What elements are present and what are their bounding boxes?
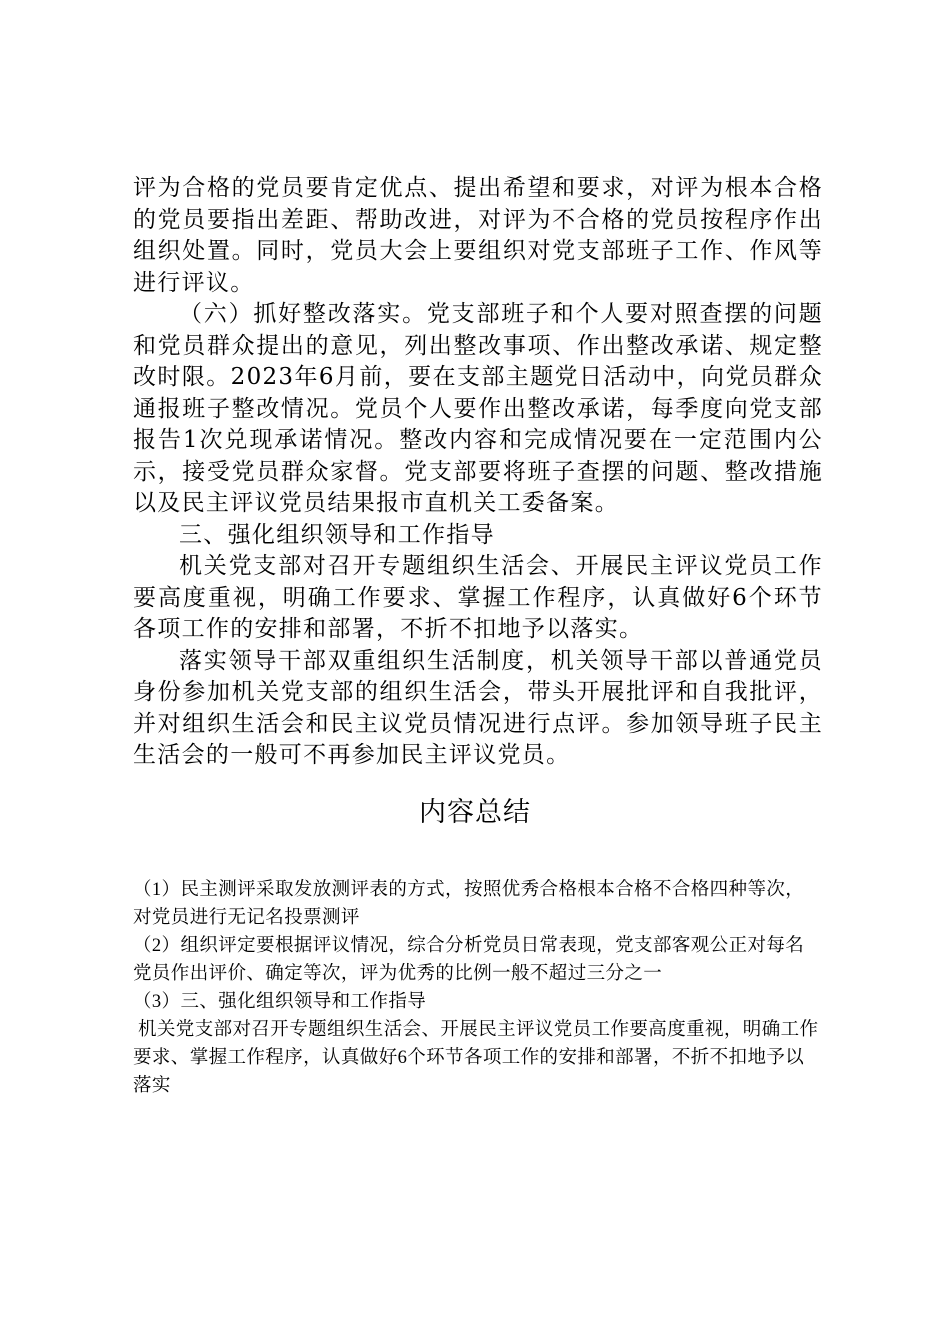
body-paragraph-branch-requirements: 机关党支部对召开专题组织生活会、开展民主评议党员工作要高度重视，明确工作要求、掌握工作程序，认真做好6个环节各项工作的安排和部署，不折不扣地予以落实。 — [133, 553, 823, 642]
summary-item: （3）三、强化组织领导和工作指导 — [133, 992, 427, 1012]
summary-title: 内容总结 — [419, 797, 531, 828]
summary-item: （1）民主测评采取发放测评表的方式，按照优秀合格根本合格不合格四种等次，对党员进行无记名投票测评 — [133, 880, 805, 928]
summary-item: 机关党支部对召开专题组织生活会、开展民主评议党员工作要高度重视，明确工作要求、掌握工作程序，认真做好6个环节各项工作的安排和部署，不折不扣地予以落实 — [133, 1020, 819, 1096]
body-paragraph-continuation: 评为合格的党员要肯定优点、提出希望和要求，对评为根本合格的党员要指出差距、帮助改进，对评为不合格的党员按程序作出组织处置。同时，党员大会上要组织对党支部班子工作、作风等进行评议。 — [133, 175, 823, 296]
summary-item: （2）组织评定要根据评议情况，综合分析党员日常表现，党支部客观公正对每名党员作出评价、确定等次，评为优秀的比例一般不超过三分之一 — [133, 936, 805, 984]
body-paragraph-rectification: （六）抓好整改落实。党支部班子和个人要对照查摆的问题和党员群众提出的意见，列出整改事项、作出整改承诺、规定整改时限。2023年6月前，要在支部主题党日活动中，向党员群众通报班子整改情况。党员个人要作出整改承诺，每季度向党支部报告1次兑现承诺情况。整改内容和完成情况要在一定范围内公示，接受党员群众家督。党支部要将班子查摆的问题、整改措施以及民主评议党员结果报市直机关工委备案。 — [133, 301, 823, 516]
document-body — [133, 173, 823, 772]
section-heading-three: 三、强化组织领导和工作指导 — [179, 521, 495, 548]
body-paragraph-leadership-system: 落实领导干部双重组织生活制度，机关领导干部以普通党员身份参加机关党支部的组织生活会，带头开展批评和自我批评，并对组织生活会和民主议党员情况进行点评。参加领导班子民主生活会的一般可不再参加民主评议党员。 — [133, 647, 823, 768]
summary-section — [133, 876, 823, 1100]
